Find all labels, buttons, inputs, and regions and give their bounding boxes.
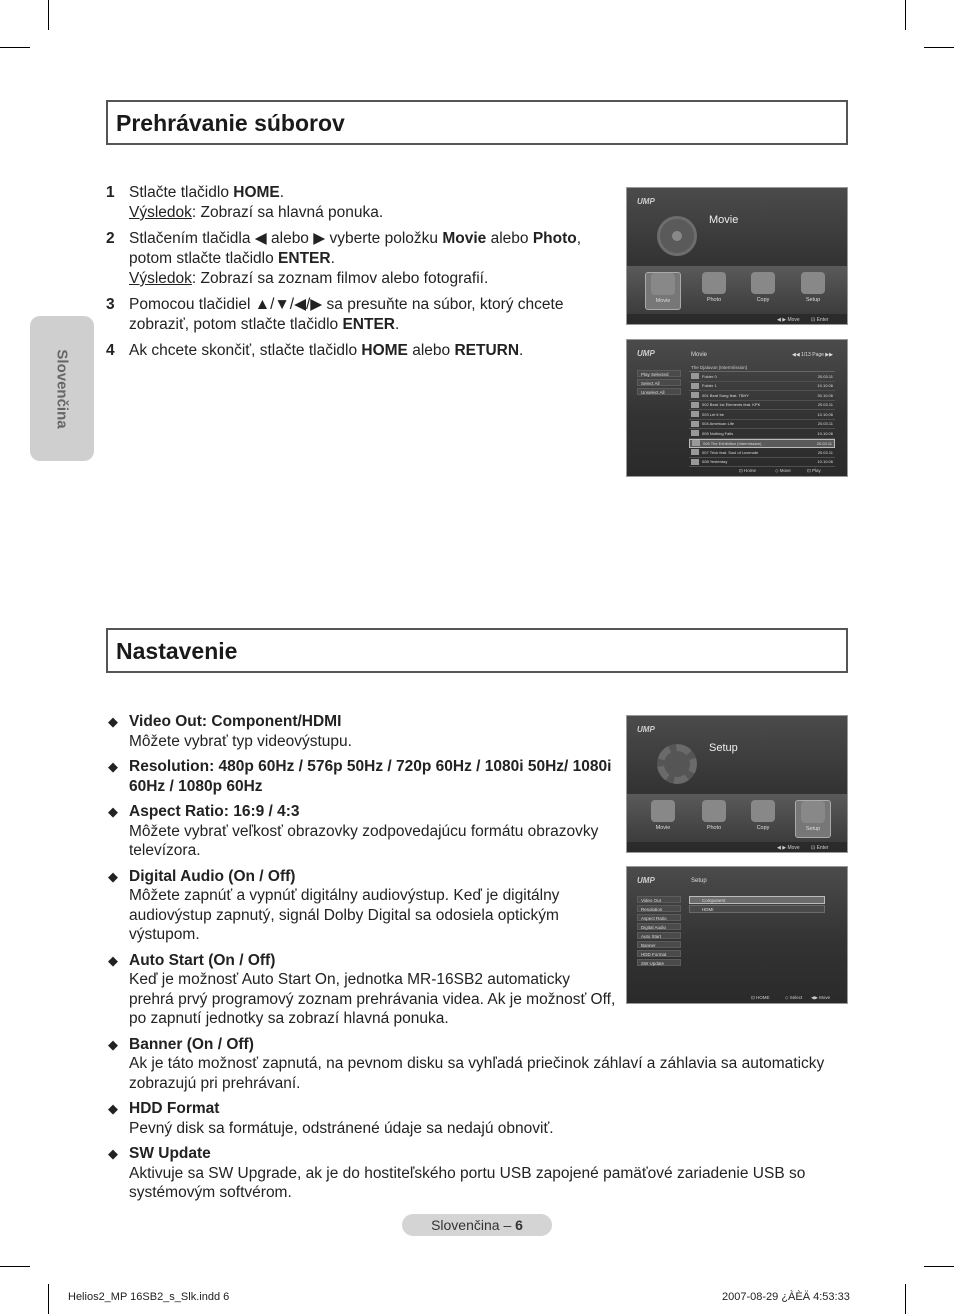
option-component[interactable]: Component xyxy=(689,896,825,904)
screenshot-main-menu-movie xyxy=(626,187,848,325)
setup-item-auto-start[interactable]: Auto Start xyxy=(637,932,681,939)
feature-title: Auto Start (On / Off) xyxy=(129,951,276,969)
file-name: 004 American Life xyxy=(702,421,735,427)
menu-title: Movie xyxy=(709,214,739,226)
list-item[interactable] xyxy=(689,401,835,411)
setup-options xyxy=(689,896,825,914)
menu-bar xyxy=(627,266,847,314)
hint-home: ⊡ Home xyxy=(739,468,757,473)
movie-file-icon xyxy=(691,459,699,465)
file-date: 20.03.11 xyxy=(817,402,833,408)
page-number-badge xyxy=(402,1214,552,1236)
movie-file-icon xyxy=(691,411,699,417)
photo-icon xyxy=(702,272,726,294)
crop-mark xyxy=(924,1266,954,1267)
setup-item-banner[interactable]: Banner xyxy=(637,941,681,948)
step-text: . xyxy=(394,316,400,333)
page-number: 6 xyxy=(515,1217,523,1233)
result-text: : Zobrazí sa hlavná ponuka. xyxy=(191,204,384,221)
feature-title: HDD Format xyxy=(129,1100,220,1117)
menu-item-setup[interactable] xyxy=(795,272,831,310)
menu-bar xyxy=(627,794,847,842)
crop-mark xyxy=(48,1284,49,1314)
feature-desc: Ak je táto možnosť zapnutá, na pevnom disku sa vyhľadá priečinok záhlaví a záhlavia sa automaticky zobrazujú pri prehrávaní. xyxy=(129,1055,825,1092)
step-text: . xyxy=(279,184,285,201)
feature-desc: Môžete zapnúť a vypnúť digitálny audiovýstup. Keď je digitálny audiovýstup zapnutý, signál Dolby Digital sa odosiela optickým výstupom. xyxy=(129,887,560,943)
feature-desc: Aktivuje sa SW Upgrade, ak je do hostiteľského portu USB zapojené pamäťové zariadenie USB so systémovým softvérom. xyxy=(129,1164,806,1201)
step-3 xyxy=(106,295,618,335)
result-label: Výsledok xyxy=(129,270,192,287)
step-number: 4 xyxy=(106,342,115,359)
section-title-setup: Nastavenie xyxy=(106,628,848,673)
crop-mark xyxy=(905,1284,906,1314)
feature-title: Aspect Ratio: 16:9 / 4:3 xyxy=(129,803,300,820)
feature-video-out xyxy=(106,712,618,751)
menu-item-label: Setup xyxy=(805,826,821,832)
list-item[interactable] xyxy=(689,410,835,420)
menu-item-setup[interactable] xyxy=(795,800,831,838)
file-date: 20.03.11 xyxy=(817,449,833,455)
diamond-bullet-icon: ◆ xyxy=(108,804,118,819)
ump-logo: UMP xyxy=(637,725,655,734)
step-text: alebo xyxy=(407,342,455,359)
setup-item-digital-audio[interactable]: Digital Audio xyxy=(637,923,681,930)
hint-home: ⊡ HOME xyxy=(751,995,770,1000)
step-text: Ak chcete skončiť, stlačte tlačidlo xyxy=(129,342,362,359)
feature-desc: Môžete vybrať veľkosť obrazovky zodpovedajúcu formátu obrazovky televízora. xyxy=(129,822,599,859)
step-text: , potom stlačte tlačidlo xyxy=(129,230,582,267)
photo-icon xyxy=(702,800,726,822)
menu-item-label: Photo xyxy=(706,825,722,831)
step-text: Pomocou tlačidiel ▲/▼/◀/▶ sa presuňte na súbor, ktorý chcete zobraziť, potom stlačte tlačidlo xyxy=(129,296,564,333)
menu-item-label: Movie xyxy=(655,298,671,304)
feature-title: Video Out: Component/HDMI xyxy=(129,713,342,730)
list-item[interactable] xyxy=(689,391,835,401)
playback-steps xyxy=(106,183,618,367)
screenshot-main-menu-setup xyxy=(626,715,848,853)
step-key: Movie xyxy=(442,230,487,247)
unselect-all-button[interactable]: Unselect All xyxy=(637,388,681,395)
diamond-bullet-icon: ◆ xyxy=(108,952,118,968)
crop-mark xyxy=(905,0,906,30)
feature-desc: Môžete vybrať typ videovýstupu. xyxy=(129,732,352,750)
setup-item-resolution[interactable]: Resolution xyxy=(637,905,681,912)
file-name: 008 Yesterday xyxy=(702,459,728,465)
feature-digital-audio xyxy=(106,867,618,945)
step-text: Stlačením tlačidla ◀ alebo ▶ vyberte položku xyxy=(129,230,443,247)
folder-icon xyxy=(691,373,699,379)
hint-move: ◇ Move xyxy=(775,468,791,473)
gear-icon xyxy=(801,272,825,294)
slug-timestamp: 2007-08-29 ¿ÀÈÄ 4:53:33 xyxy=(722,1291,850,1303)
setup-item-sw-update[interactable]: SW Update xyxy=(637,959,681,966)
setup-item-hdd-format[interactable]: HDD Format xyxy=(637,950,681,957)
list-title: Movie xyxy=(691,352,708,358)
diamond-bullet-icon: ◆ xyxy=(108,759,118,774)
file-date: 20.03.11 xyxy=(816,440,832,446)
screenshot-setup-menu xyxy=(626,866,848,1004)
file-date: 10.10.06 xyxy=(817,411,833,417)
step-text: alebo xyxy=(486,230,533,247)
language-side-tab xyxy=(30,316,94,461)
file-date: 10.10.06 xyxy=(817,430,833,436)
result-text: : Zobrazí sa zoznam filmov alebo fotografií. xyxy=(191,270,489,287)
section-title-playback: Prehrávanie súborov xyxy=(106,100,848,145)
folder-icon xyxy=(691,383,699,389)
setup-title: Setup xyxy=(691,878,707,884)
menu-item-label: Copy xyxy=(756,825,770,831)
setup-left-menu xyxy=(637,896,681,968)
ump-logo: UMP xyxy=(637,197,655,206)
file-date: 10.10.06 xyxy=(817,459,833,465)
select-all-button[interactable]: Select All xyxy=(637,379,681,386)
diamond-bullet-icon: ◆ xyxy=(108,1101,118,1116)
footer-language: Slovenčina – xyxy=(431,1217,516,1233)
menu-item-label: Setup xyxy=(805,297,821,303)
gear-icon xyxy=(801,801,825,823)
list-item[interactable] xyxy=(689,420,835,430)
step-4 xyxy=(106,341,618,361)
step-1 xyxy=(106,183,618,223)
list-item[interactable] xyxy=(689,382,835,392)
step-number: 1 xyxy=(106,184,115,201)
step-key: HOME xyxy=(233,184,280,201)
result-label: Výsledok xyxy=(129,204,192,221)
feature-hdd-format xyxy=(106,1099,826,1138)
hint-move: ◀ ▶ Move xyxy=(777,845,800,851)
file-name: Folder 1 xyxy=(702,383,717,389)
list-left-menu xyxy=(637,370,681,397)
menu-item-label: Movie xyxy=(655,825,671,831)
copy-icon xyxy=(751,272,775,294)
feature-sw-update xyxy=(106,1144,826,1203)
menu-item-photo[interactable] xyxy=(696,272,732,310)
file-date: 10.10.06 xyxy=(817,383,833,389)
menu-item-movie[interactable] xyxy=(645,272,681,310)
hint-move: ◀▶ Move xyxy=(811,995,831,1000)
feature-title: Banner (On / Off) xyxy=(129,1035,254,1053)
bottom-hints xyxy=(627,993,847,1003)
film-reel-icon xyxy=(657,216,697,256)
screenshot-movie-list xyxy=(626,339,848,477)
current-folder: The Djaluvon (Interm/ission) xyxy=(689,364,835,372)
list-item-selected[interactable] xyxy=(689,439,835,449)
diamond-bullet-icon: ◆ xyxy=(108,868,118,884)
movie-file-icon xyxy=(692,440,700,446)
menu-item-movie[interactable] xyxy=(645,800,681,838)
movie-file-icon xyxy=(691,402,699,408)
step-key: RETURN xyxy=(454,342,520,359)
movie-file-icon xyxy=(691,421,699,427)
side-tab-label: Slovenčina xyxy=(53,348,71,429)
step-text: . xyxy=(330,250,335,267)
menu-item-copy[interactable] xyxy=(745,272,781,310)
list-item[interactable] xyxy=(689,372,835,382)
crop-mark xyxy=(48,0,49,30)
gear-icon xyxy=(657,744,697,784)
feature-desc: Pevný disk sa formátuje, odstránené údaje sa nedajú obnoviť. xyxy=(129,1119,554,1137)
menu-item-photo[interactable] xyxy=(696,800,732,838)
step-key: ENTER xyxy=(278,250,331,267)
step-key: HOME xyxy=(361,342,408,359)
file-name: 005 Nothing Falls xyxy=(702,430,734,436)
list-item[interactable] xyxy=(689,429,835,439)
movie-icon xyxy=(651,800,675,822)
hint-select: ◇ Select xyxy=(785,995,803,1000)
feature-title: Resolution: 480p 60Hz / 576p 50Hz / 720p 60Hz / 1080i 50Hz/ 1080i 60Hz / 1080p 60Hz xyxy=(129,758,612,795)
setup-item-aspect-ratio[interactable]: Aspect Ratio xyxy=(637,914,681,921)
feature-title: Digital Audio (On / Off) xyxy=(129,867,296,885)
menu-item-label: Photo xyxy=(706,297,722,303)
file-list xyxy=(689,364,835,467)
list-item[interactable] xyxy=(689,448,835,458)
diamond-bullet-icon: ◆ xyxy=(108,1036,118,1052)
file-name: 003 Let it be xyxy=(702,411,725,417)
feature-resolution xyxy=(106,757,618,796)
movie-file-icon xyxy=(691,449,699,455)
step-text: Stlačte tlačidlo xyxy=(129,184,234,201)
crop-mark xyxy=(0,47,30,48)
movie-icon xyxy=(651,273,675,295)
slug-filename: Helios2_MP 16SB2_s_Slk.indd 6 xyxy=(68,1291,230,1303)
ump-logo: UMP xyxy=(637,349,655,358)
play-selected-button[interactable]: Play Selected xyxy=(637,370,681,377)
copy-icon xyxy=(751,800,775,822)
file-name: 006 The Exhibition (Intermission) xyxy=(703,440,762,446)
diamond-bullet-icon: ◆ xyxy=(108,1146,118,1161)
ump-logo: UMP xyxy=(637,876,655,885)
step-text: . xyxy=(519,342,524,359)
diamond-bullet-icon: ◆ xyxy=(108,714,118,729)
feature-desc: Keď je možnosť Auto Start On, jednotka MR-16SB2 automaticky prehrá prvý programový zoznam prehrávania videa. Ak je možnosť Off, po zapnutí jednotky sa zobrazí hlavná ponuka. xyxy=(129,971,616,1027)
hint-enter: ⊡ Enter xyxy=(811,845,829,851)
step-number: 3 xyxy=(106,296,115,313)
menu-item-label: Copy xyxy=(756,297,770,303)
crop-mark xyxy=(0,1266,30,1267)
hint-enter: ⊡ Enter xyxy=(811,317,829,323)
file-date: 20.03.11 xyxy=(817,421,833,427)
file-name: 007 Trick feat. Soul of Lovenote xyxy=(702,449,759,455)
step-number: 2 xyxy=(106,230,115,247)
hint-move: ◀ ▶ Move xyxy=(777,317,800,323)
file-date: 20.03.11 xyxy=(817,373,833,379)
file-name: 001 Beat Sung feat. TBHY xyxy=(702,392,750,398)
hint-play: ⊡ Play xyxy=(807,468,821,473)
menu-title: Setup xyxy=(709,742,738,754)
file-name: 002 Beat 1st Elements feat. KPK xyxy=(702,402,761,408)
feature-banner xyxy=(106,1035,826,1094)
file-date: 30.10.06 xyxy=(817,392,833,398)
menu-item-copy[interactable] xyxy=(745,800,781,838)
option-hdmi[interactable]: HDMI xyxy=(689,905,825,913)
movie-file-icon xyxy=(691,430,699,436)
file-name: Folder 0 xyxy=(702,373,717,379)
setup-item-video-out[interactable]: Video Out xyxy=(637,896,681,903)
crop-mark xyxy=(924,47,954,48)
step-2 xyxy=(106,229,618,289)
movie-file-icon xyxy=(691,392,699,398)
step-key: ENTER xyxy=(342,316,395,333)
feature-aspect-ratio xyxy=(106,802,618,861)
feature-auto-start xyxy=(106,951,618,1029)
bottom-hints xyxy=(627,466,847,476)
page-indicator: ◀◀ 1/13 Page ▶▶ xyxy=(792,352,833,358)
feature-title: SW Update xyxy=(129,1145,211,1162)
step-key: Photo xyxy=(532,230,577,247)
